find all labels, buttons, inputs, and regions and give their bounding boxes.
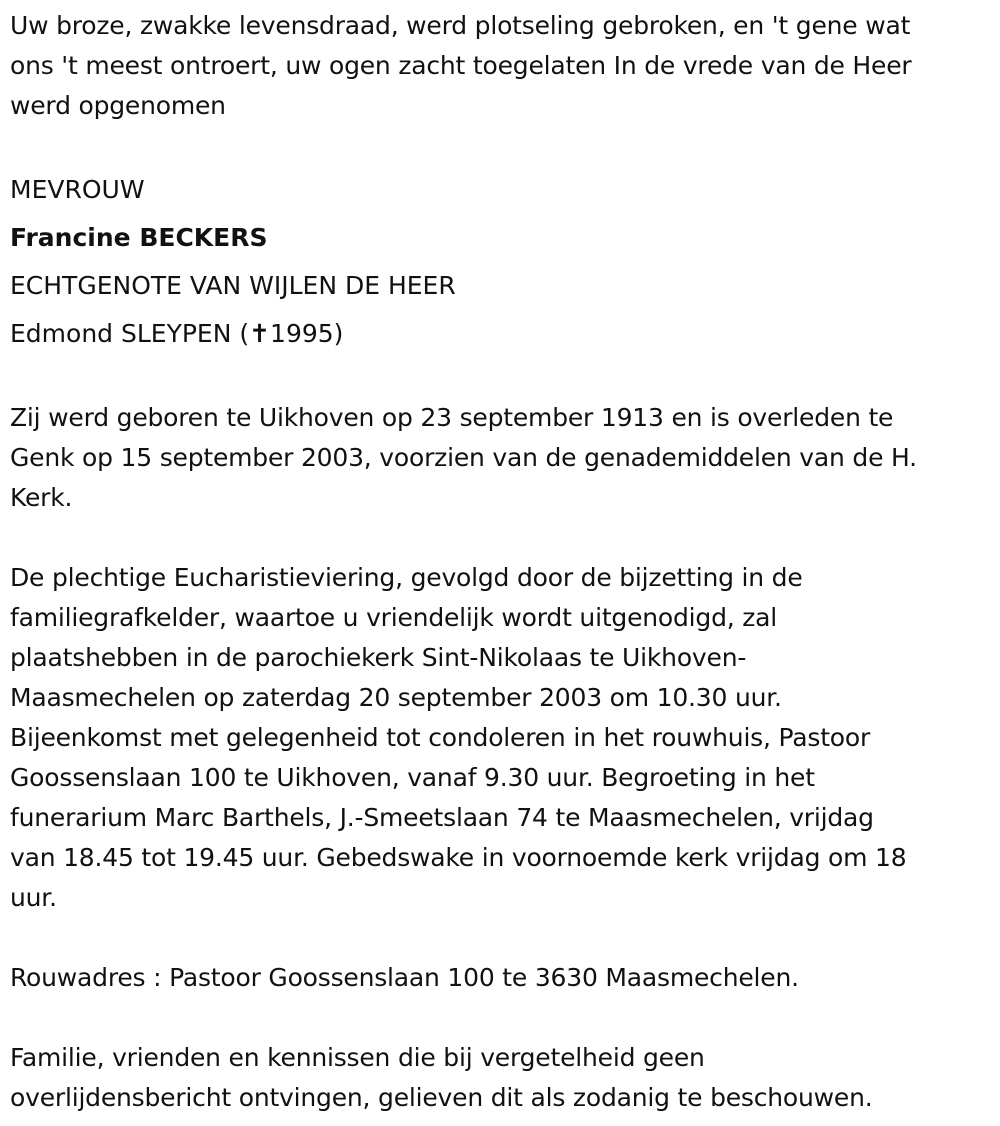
ceremony-line: van 18.45 tot 19.45 uur. Gebedswake in voornoemde kerk vrijdag om 18	[10, 843, 907, 872]
ceremony-line: familiegrafkelder, waartoe u vriendelijk wordt uitgenodigd, zal	[10, 603, 778, 632]
honorific-title: MEVROUW	[10, 175, 145, 204]
mourning-address: Rouwadres : Pastoor Goossenslaan 100 te 3630 Maasmechelen.	[10, 963, 799, 992]
intro-paragraph	[10, 6, 990, 126]
birth-death-line: Genk op 15 september 2003, voorzien van de genademiddelen van de H.	[10, 443, 917, 472]
ceremony-line: Goossenslaan 100 te Uikhoven, vanaf 9.30 uur. Begroeting in het	[10, 763, 815, 792]
deceased-name-block	[10, 166, 990, 358]
intro-line: ons 't meest ontroert, uw ogen zacht toegelaten In de vrede van de Heer	[10, 51, 912, 80]
ceremony-line: uur.	[10, 883, 57, 912]
birth-death-paragraph	[10, 398, 990, 518]
ceremony-line: Maasmechelen op zaterdag 20 september 2003 om 10.30 uur.	[10, 683, 782, 712]
closing-paragraph	[10, 1038, 990, 1118]
ceremony-line: Bijeenkomst met gelegenheid tot condoleren in het rouwhuis, Pastoor	[10, 723, 871, 752]
ceremony-line: funerarium Marc Barthels, J.-Smeetslaan 74 te Maasmechelen, vrijdag	[10, 803, 874, 832]
relation-text: ECHTGENOTE VAN WIJLEN DE HEER	[10, 271, 456, 300]
ceremony-paragraph	[10, 558, 990, 918]
deceased-name: Francine BECKERS	[10, 223, 268, 252]
ceremony-line: De plechtige Eucharistieviering, gevolgd door de bijzetting in de	[10, 563, 803, 592]
intro-line: Uw broze, zwakke levensdraad, werd plotseling gebroken, en 't gene wat	[10, 11, 911, 40]
spouse-name: Edmond SLEYPEN (✝1995)	[10, 319, 344, 348]
birth-death-line: Zij werd geboren te Uikhoven op 23 september 1913 en is overleden te	[10, 403, 894, 432]
address-paragraph	[10, 958, 990, 998]
ceremony-line: plaatshebben in de parochiekerk Sint-Nikolaas te Uikhoven-	[10, 643, 747, 672]
closing-line: overlijdensbericht ontvingen, gelieven dit als zodanig te beschouwen.	[10, 1083, 873, 1112]
birth-death-line: Kerk.	[10, 483, 73, 512]
intro-line: werd opgenomen	[10, 91, 226, 120]
closing-line: Familie, vrienden en kennissen die bij vergetelheid geen	[10, 1043, 705, 1072]
